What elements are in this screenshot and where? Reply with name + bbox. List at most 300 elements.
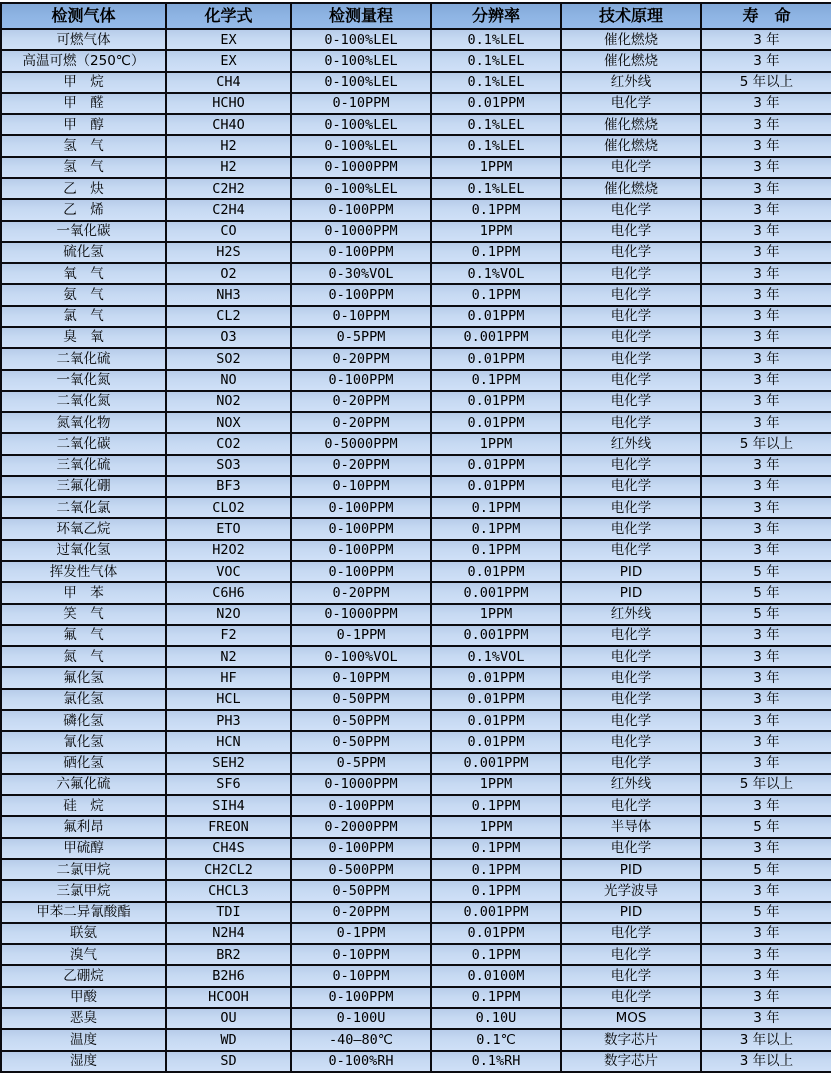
cell-formula: OU: [166, 1008, 291, 1029]
cell-formula: SO3: [166, 455, 291, 476]
cell-formula: O2: [166, 263, 291, 284]
cell-formula: CH4: [166, 72, 291, 93]
table-row: [1, 561, 831, 582]
cell-formula: C2H4: [166, 199, 291, 220]
cell-range: 0-100PPM: [291, 518, 431, 539]
cell-gas: 三氧化硫: [1, 455, 166, 476]
cell-gas: 氰化氢: [1, 731, 166, 752]
cell-resolution: 0.1%LEL: [431, 72, 561, 93]
cell-gas: 氧 气: [1, 263, 166, 284]
cell-life: 3 年: [701, 987, 831, 1008]
cell-resolution: 1PPM: [431, 604, 561, 625]
table-row: [1, 902, 831, 923]
cell-gas: 氮氧化物: [1, 412, 166, 433]
cell-range: 0-100%RH: [291, 1051, 431, 1073]
cell-range: 0-100PPM: [291, 987, 431, 1008]
cell-resolution: 0.1PPM: [431, 859, 561, 880]
cell-principle: MOS: [561, 1008, 701, 1029]
cell-formula: NO: [166, 370, 291, 391]
cell-resolution: 0.001PPM: [431, 902, 561, 923]
cell-principle: 红外线: [561, 604, 701, 625]
cell-life: 5 年以上: [701, 774, 831, 795]
cell-life: 3 年: [701, 284, 831, 305]
table-row: [1, 327, 831, 348]
cell-range: 0-100%LEL: [291, 178, 431, 199]
cell-principle: 电化学: [561, 157, 701, 178]
cell-principle: 红外线: [561, 774, 701, 795]
gas-sensor-spec-sheet: [0, 2, 831, 1077]
cell-gas: 氯化氢: [1, 689, 166, 710]
cell-formula: H2: [166, 157, 291, 178]
cell-principle: 电化学: [561, 795, 701, 816]
table-row: [1, 710, 831, 731]
cell-principle: 电化学: [561, 412, 701, 433]
table-row: [1, 838, 831, 859]
cell-gas: 三氟化硼: [1, 476, 166, 497]
cell-life: 3 年: [701, 263, 831, 284]
table-row: [1, 50, 831, 71]
cell-range: 0-100PPM: [291, 199, 431, 220]
cell-gas: 甲 醛: [1, 93, 166, 114]
cell-life: 3 年: [701, 370, 831, 391]
cell-range: 0-10PPM: [291, 944, 431, 965]
cell-gas: 乙 烯: [1, 199, 166, 220]
cell-resolution: 0.1%LEL: [431, 50, 561, 71]
cell-gas: 氢 气: [1, 135, 166, 156]
cell-formula: HF: [166, 667, 291, 688]
table-row: [1, 221, 831, 242]
table-row: [1, 412, 831, 433]
cell-gas: 硫化氢: [1, 242, 166, 263]
table-row: [1, 923, 831, 944]
cell-resolution: 0.1PPM: [431, 880, 561, 901]
cell-principle: 电化学: [561, 348, 701, 369]
cell-resolution: 0.1PPM: [431, 497, 561, 518]
cell-life: 3 年: [701, 178, 831, 199]
cell-principle: 红外线: [561, 433, 701, 454]
cell-principle: PID: [561, 902, 701, 923]
table-row: [1, 199, 831, 220]
cell-range: 0-100PPM: [291, 838, 431, 859]
cell-range: 0-1000PPM: [291, 604, 431, 625]
table-row: [1, 157, 831, 178]
gas-sensor-spec-table: [0, 2, 831, 1073]
column-header-gas: 检测气体: [1, 3, 166, 29]
cell-principle: 电化学: [561, 93, 701, 114]
cell-range: 0-100%LEL: [291, 72, 431, 93]
cell-resolution: 0.001PPM: [431, 327, 561, 348]
cell-life: 3 年: [701, 391, 831, 412]
cell-formula: CH4S: [166, 838, 291, 859]
cell-resolution: 0.01PPM: [431, 412, 561, 433]
cell-life: 3 年: [701, 476, 831, 497]
cell-range: 0-50PPM: [291, 880, 431, 901]
cell-resolution: 0.1PPM: [431, 795, 561, 816]
cell-range: 0-20PPM: [291, 412, 431, 433]
cell-formula: EX: [166, 29, 291, 50]
table-row: [1, 689, 831, 710]
cell-range: 0-50PPM: [291, 689, 431, 710]
table-row: [1, 667, 831, 688]
table-body: [1, 29, 831, 1072]
cell-formula: SD: [166, 1051, 291, 1073]
cell-formula: N2O: [166, 604, 291, 625]
cell-principle: 电化学: [561, 667, 701, 688]
cell-gas: 二氧化碳: [1, 433, 166, 454]
cell-formula: TDI: [166, 902, 291, 923]
cell-gas: 环氧乙烷: [1, 518, 166, 539]
cell-range: 0-20PPM: [291, 348, 431, 369]
cell-resolution: 0.001PPM: [431, 753, 561, 774]
table-row: [1, 816, 831, 837]
cell-range: 0-50PPM: [291, 710, 431, 731]
cell-gas: 磷化氢: [1, 710, 166, 731]
cell-range: 0-5PPM: [291, 753, 431, 774]
cell-principle: 催化燃烧: [561, 29, 701, 50]
table-row: [1, 944, 831, 965]
cell-formula: BF3: [166, 476, 291, 497]
header-row: [1, 3, 831, 29]
cell-life: 5 年: [701, 582, 831, 603]
table-row: [1, 263, 831, 284]
cell-resolution: 0.1PPM: [431, 242, 561, 263]
cell-life: 3 年: [701, 689, 831, 710]
cell-life: 3 年: [701, 412, 831, 433]
cell-gas: 二氯甲烷: [1, 859, 166, 880]
table-row: [1, 540, 831, 561]
cell-formula: CO2: [166, 433, 291, 454]
cell-life: 3 年: [701, 199, 831, 220]
table-row: [1, 965, 831, 986]
table-row: [1, 582, 831, 603]
cell-life: 3 年: [701, 710, 831, 731]
cell-formula: B2H6: [166, 965, 291, 986]
cell-range: 0-1PPM: [291, 625, 431, 646]
cell-principle: 电化学: [561, 965, 701, 986]
cell-gas: 乙硼烷: [1, 965, 166, 986]
table-row: [1, 731, 831, 752]
table-row: [1, 114, 831, 135]
cell-life: 3 年: [701, 327, 831, 348]
cell-resolution: 0.001PPM: [431, 582, 561, 603]
cell-range: 0-100PPM: [291, 370, 431, 391]
cell-formula: EX: [166, 50, 291, 71]
table-row: [1, 795, 831, 816]
cell-life: 3 年: [701, 93, 831, 114]
cell-range: 0-1000PPM: [291, 157, 431, 178]
cell-formula: NO2: [166, 391, 291, 412]
cell-gas: 硒化氢: [1, 753, 166, 774]
cell-formula: H2S: [166, 242, 291, 263]
table-row: [1, 284, 831, 305]
cell-life: 5 年以上: [701, 72, 831, 93]
cell-resolution: 1PPM: [431, 774, 561, 795]
cell-gas: 过氧化氢: [1, 540, 166, 561]
cell-range: 0-10PPM: [291, 306, 431, 327]
cell-principle: 电化学: [561, 987, 701, 1008]
table-row: [1, 880, 831, 901]
cell-gas: 笑 气: [1, 604, 166, 625]
cell-life: 3 年: [701, 838, 831, 859]
table-row: [1, 987, 831, 1008]
cell-principle: 电化学: [561, 284, 701, 305]
table-row: [1, 306, 831, 327]
cell-gas: 二氧化氯: [1, 497, 166, 518]
cell-resolution: 0.1%LEL: [431, 114, 561, 135]
cell-range: 0-20PPM: [291, 902, 431, 923]
cell-principle: 数字芯片: [561, 1029, 701, 1050]
cell-resolution: 0.1%RH: [431, 1051, 561, 1073]
cell-formula: F2: [166, 625, 291, 646]
cell-resolution: 0.1PPM: [431, 944, 561, 965]
cell-gas: 高温可燃（250℃）: [1, 50, 166, 71]
cell-gas: 硅 烷: [1, 795, 166, 816]
column-header-life: 寿 命: [701, 3, 831, 29]
cell-range: 0-20PPM: [291, 391, 431, 412]
table-row: [1, 93, 831, 114]
cell-gas: 挥发性气体: [1, 561, 166, 582]
cell-resolution: 0.01PPM: [431, 306, 561, 327]
cell-formula: SF6: [166, 774, 291, 795]
cell-resolution: 0.01PPM: [431, 667, 561, 688]
cell-life: 3 年: [701, 497, 831, 518]
cell-life: 3 年: [701, 944, 831, 965]
cell-life: 5 年: [701, 816, 831, 837]
table-row: [1, 476, 831, 497]
cell-principle: 电化学: [561, 689, 701, 710]
cell-resolution: 0.01PPM: [431, 561, 561, 582]
cell-principle: PID: [561, 582, 701, 603]
cell-life: 3 年: [701, 880, 831, 901]
cell-range: 0-30%VOL: [291, 263, 431, 284]
cell-gas: 可燃气体: [1, 29, 166, 50]
cell-formula: BR2: [166, 944, 291, 965]
cell-life: 3 年: [701, 348, 831, 369]
table-row: [1, 859, 831, 880]
table-row: [1, 242, 831, 263]
cell-range: 0-100%LEL: [291, 135, 431, 156]
cell-principle: 电化学: [561, 370, 701, 391]
cell-formula: SO2: [166, 348, 291, 369]
cell-life: 3 年: [701, 667, 831, 688]
cell-life: 3 年: [701, 540, 831, 561]
cell-range: 0-100%LEL: [291, 50, 431, 71]
cell-life: 3 年: [701, 1008, 831, 1029]
cell-principle: 电化学: [561, 221, 701, 242]
cell-life: 3 年: [701, 157, 831, 178]
cell-gas: 甲苯二异氰酸酯: [1, 902, 166, 923]
cell-life: 3 年: [701, 135, 831, 156]
cell-range: 0-100PPM: [291, 561, 431, 582]
cell-gas: 乙 炔: [1, 178, 166, 199]
cell-gas: 氢 气: [1, 157, 166, 178]
cell-range: 0-2000PPM: [291, 816, 431, 837]
cell-gas: 恶臭: [1, 1008, 166, 1029]
cell-gas: 二氧化氮: [1, 391, 166, 412]
cell-principle: 电化学: [561, 476, 701, 497]
cell-gas: 甲 苯: [1, 582, 166, 603]
cell-resolution: 0.01PPM: [431, 93, 561, 114]
cell-resolution: 0.1PPM: [431, 540, 561, 561]
cell-principle: PID: [561, 859, 701, 880]
cell-range: 0-10PPM: [291, 667, 431, 688]
cell-formula: PH3: [166, 710, 291, 731]
cell-range: -40—80℃: [291, 1029, 431, 1050]
cell-life: 3 年: [701, 795, 831, 816]
cell-range: 0-20PPM: [291, 582, 431, 603]
cell-gas: 氟 气: [1, 625, 166, 646]
cell-life: 5 年以上: [701, 433, 831, 454]
cell-life: 3 年: [701, 646, 831, 667]
cell-life: 3 年: [701, 923, 831, 944]
cell-gas: 三氯甲烷: [1, 880, 166, 901]
cell-life: 3 年: [701, 455, 831, 476]
table-row: [1, 29, 831, 50]
table-row: [1, 1008, 831, 1029]
cell-gas: 氨 气: [1, 284, 166, 305]
cell-principle: 电化学: [561, 710, 701, 731]
cell-range: 0-1000PPM: [291, 774, 431, 795]
cell-resolution: 0.1PPM: [431, 987, 561, 1008]
cell-formula: CHCL3: [166, 880, 291, 901]
cell-resolution: 0.1%VOL: [431, 646, 561, 667]
cell-life: 3 年: [701, 518, 831, 539]
cell-life: 3 年以上: [701, 1051, 831, 1073]
cell-resolution: 0.01PPM: [431, 923, 561, 944]
table-row: [1, 625, 831, 646]
cell-range: 0-100PPM: [291, 540, 431, 561]
cell-formula: FREON: [166, 816, 291, 837]
cell-resolution: 0.10U: [431, 1008, 561, 1029]
cell-resolution: 0.1℃: [431, 1029, 561, 1050]
cell-range: 0-100PPM: [291, 284, 431, 305]
cell-principle: 催化燃烧: [561, 135, 701, 156]
cell-resolution: 1PPM: [431, 157, 561, 178]
table-row: [1, 1051, 831, 1073]
table-row: [1, 135, 831, 156]
cell-range: 0-100%LEL: [291, 29, 431, 50]
table-row: [1, 348, 831, 369]
cell-principle: 数字芯片: [561, 1051, 701, 1073]
cell-gas: 氟利昂: [1, 816, 166, 837]
cell-range: 0-5000PPM: [291, 433, 431, 454]
table-row: [1, 72, 831, 93]
cell-gas: 溴气: [1, 944, 166, 965]
table-header: [1, 3, 831, 29]
cell-gas: 一氧化碳: [1, 221, 166, 242]
cell-formula: N2H4: [166, 923, 291, 944]
cell-life: 3 年: [701, 50, 831, 71]
cell-resolution: 1PPM: [431, 816, 561, 837]
cell-gas: 六氟化硫: [1, 774, 166, 795]
cell-resolution: 0.1PPM: [431, 284, 561, 305]
cell-principle: 电化学: [561, 518, 701, 539]
cell-resolution: 0.0100M: [431, 965, 561, 986]
cell-resolution: 0.1%LEL: [431, 135, 561, 156]
cell-principle: 催化燃烧: [561, 50, 701, 71]
cell-principle: 半导体: [561, 816, 701, 837]
cell-life: 3 年: [701, 242, 831, 263]
cell-formula: HCL: [166, 689, 291, 710]
cell-formula: C2H2: [166, 178, 291, 199]
cell-gas: 氯 气: [1, 306, 166, 327]
cell-resolution: 0.1%VOL: [431, 263, 561, 284]
cell-range: 0-100PPM: [291, 242, 431, 263]
cell-principle: 电化学: [561, 944, 701, 965]
cell-life: 3 年以上: [701, 1029, 831, 1050]
cell-gas: 湿度: [1, 1051, 166, 1073]
table-row: [1, 774, 831, 795]
cell-resolution: 0.1PPM: [431, 370, 561, 391]
table-row: [1, 646, 831, 667]
cell-formula: CL2: [166, 306, 291, 327]
cell-principle: 电化学: [561, 731, 701, 752]
cell-principle: 红外线: [561, 72, 701, 93]
cell-resolution: 0.01PPM: [431, 689, 561, 710]
column-header-range: 检测量程: [291, 3, 431, 29]
column-header-resolution: 分辨率: [431, 3, 561, 29]
cell-formula: HCHO: [166, 93, 291, 114]
cell-resolution: 0.01PPM: [431, 476, 561, 497]
cell-principle: 电化学: [561, 923, 701, 944]
table-row: [1, 391, 831, 412]
cell-formula: SEH2: [166, 753, 291, 774]
cell-gas: 甲 醇: [1, 114, 166, 135]
table-row: [1, 1029, 831, 1050]
cell-life: 3 年: [701, 114, 831, 135]
cell-life: 3 年: [701, 221, 831, 242]
cell-life: 3 年: [701, 29, 831, 50]
table-row: [1, 370, 831, 391]
cell-range: 0-10PPM: [291, 93, 431, 114]
cell-formula: CH2CL2: [166, 859, 291, 880]
cell-principle: 电化学: [561, 327, 701, 348]
cell-principle: 电化学: [561, 391, 701, 412]
cell-formula: CLO2: [166, 497, 291, 518]
cell-formula: CO: [166, 221, 291, 242]
cell-life: 3 年: [701, 965, 831, 986]
cell-gas: 氟化氢: [1, 667, 166, 688]
table-row: [1, 753, 831, 774]
cell-life: 5 年: [701, 859, 831, 880]
cell-principle: 电化学: [561, 242, 701, 263]
cell-formula: HCOOH: [166, 987, 291, 1008]
cell-gas: 氮 气: [1, 646, 166, 667]
cell-gas: 甲硫醇: [1, 838, 166, 859]
cell-range: 0-50PPM: [291, 731, 431, 752]
cell-formula: ETO: [166, 518, 291, 539]
table-row: [1, 497, 831, 518]
cell-principle: 电化学: [561, 199, 701, 220]
cell-principle: 电化学: [561, 753, 701, 774]
cell-formula: H2O2: [166, 540, 291, 561]
cell-principle: 电化学: [561, 625, 701, 646]
cell-range: 0-100%VOL: [291, 646, 431, 667]
cell-range: 0-10PPM: [291, 965, 431, 986]
cell-gas: 臭 氧: [1, 327, 166, 348]
cell-resolution: 0.001PPM: [431, 625, 561, 646]
cell-principle: 电化学: [561, 497, 701, 518]
cell-gas: 甲 烷: [1, 72, 166, 93]
cell-principle: 电化学: [561, 646, 701, 667]
cell-formula: NH3: [166, 284, 291, 305]
cell-life: 5 年: [701, 902, 831, 923]
cell-gas: 甲酸: [1, 987, 166, 1008]
cell-life: 5 年: [701, 604, 831, 625]
cell-range: 0-100U: [291, 1008, 431, 1029]
cell-formula: NOX: [166, 412, 291, 433]
cell-principle: 电化学: [561, 455, 701, 476]
